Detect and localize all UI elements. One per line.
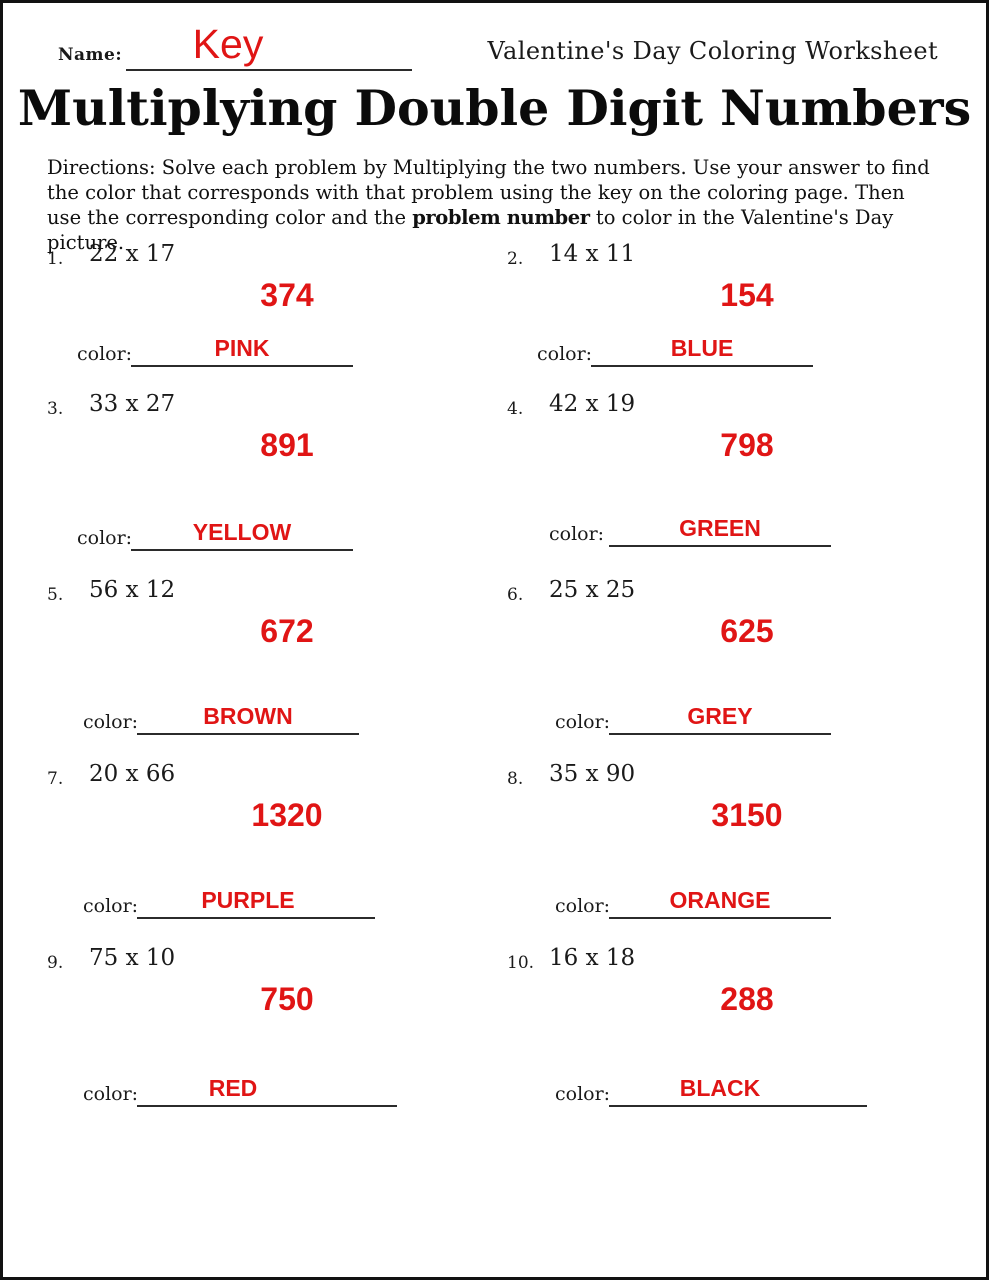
problem-answer[interactable]: 1320 <box>251 797 323 833</box>
problem-answer[interactable]: 625 <box>720 613 774 649</box>
problem-item-1 <box>47 241 507 391</box>
problem-item-7 <box>47 761 507 945</box>
color-answer-value[interactable]: GREEN <box>679 515 761 541</box>
color-answer-value[interactable]: YELLOW <box>192 519 292 545</box>
problem-number: 5. <box>47 585 64 605</box>
problem-grid <box>3 241 986 1135</box>
color-blank-line[interactable] <box>609 732 831 735</box>
name-row <box>58 21 938 71</box>
problem-answer[interactable]: 750 <box>260 981 314 1017</box>
problem-answer[interactable]: 374 <box>260 277 314 313</box>
color-label: color: <box>83 711 139 733</box>
problem-expression: 35 x 90 <box>549 761 636 787</box>
color-blank-line[interactable] <box>131 548 353 551</box>
problem-item-9 <box>47 945 507 1135</box>
color-label: color: <box>549 523 605 545</box>
problem-expression: 20 x 66 <box>89 761 176 787</box>
worksheet-content <box>3 3 986 1277</box>
color-blank-line[interactable] <box>131 364 353 367</box>
color-blank-line[interactable] <box>591 364 813 367</box>
problem-answer[interactable]: 798 <box>720 427 774 463</box>
color-answer-row <box>549 509 879 547</box>
problem-expression: 25 x 25 <box>549 577 636 603</box>
color-answer-value[interactable]: GREY <box>687 703 753 729</box>
problem-item-3 <box>47 391 507 577</box>
color-blank-line[interactable] <box>137 732 359 735</box>
color-answer-row <box>77 329 407 367</box>
color-label: color: <box>83 1083 139 1105</box>
problem-row <box>3 945 986 1135</box>
color-blank-line[interactable] <box>609 544 831 547</box>
color-answer-value[interactable]: BROWN <box>203 703 293 729</box>
problem-row <box>3 577 986 761</box>
problem-number: 9. <box>47 953 64 973</box>
problem-number: 3. <box>47 399 64 419</box>
problem-item-5 <box>47 577 507 761</box>
page-title: Multiplying Double Digit Numbers <box>17 79 972 137</box>
problem-item-8 <box>507 761 967 945</box>
problem-number: 10. <box>507 953 535 973</box>
problem-row <box>3 391 986 577</box>
name-field-value[interactable]: Key <box>192 21 264 67</box>
directions-paragraph <box>47 155 937 255</box>
color-answer-value[interactable]: ORANGE <box>669 887 771 913</box>
worksheet-subtitle: Valentine's Day Coloring Worksheet <box>487 37 938 65</box>
directions-part1: Directions: Solve each problem by Multiplying the two numbers. Use your answer to find the color that corresponds with that problem using the key on the coloring page. Then use the corresponding color and the <box>47 156 930 229</box>
problem-answer[interactable]: 3150 <box>711 797 783 833</box>
color-blank-line[interactable] <box>137 1104 397 1107</box>
color-label: color: <box>77 343 133 365</box>
problem-answer[interactable]: 891 <box>260 427 314 463</box>
problem-row <box>3 761 986 945</box>
problem-item-10 <box>507 945 967 1135</box>
problem-expression: 42 x 19 <box>549 391 636 417</box>
color-answer-value[interactable]: PURPLE <box>201 887 295 913</box>
problem-expression: 16 x 18 <box>549 945 636 971</box>
color-answer-row <box>537 329 867 367</box>
problem-item-2 <box>507 241 967 391</box>
problem-answer[interactable]: 288 <box>720 981 774 1017</box>
color-label: color: <box>555 895 611 917</box>
problem-expression: 22 x 17 <box>89 241 176 267</box>
color-answer-value[interactable]: PINK <box>214 335 270 361</box>
color-answer-row <box>555 1069 885 1107</box>
problem-number: 1. <box>47 249 64 269</box>
problem-expression: 33 x 27 <box>89 391 176 417</box>
color-answer-row <box>77 513 407 551</box>
problem-expression: 75 x 10 <box>89 945 176 971</box>
problem-row <box>3 241 986 391</box>
directions-part2: to color in the Valentine's Day picture. <box>47 206 894 254</box>
color-blank-line[interactable] <box>609 916 831 919</box>
color-answer-row <box>83 881 413 919</box>
problem-number: 6. <box>507 585 524 605</box>
directions-emphasis: problem number <box>412 206 590 229</box>
problem-expression: 14 x 11 <box>549 241 636 267</box>
color-label: color: <box>537 343 593 365</box>
problem-answer[interactable]: 154 <box>720 277 774 313</box>
problem-expression: 56 x 12 <box>89 577 176 603</box>
color-answer-value[interactable]: BLACK <box>679 1075 761 1101</box>
problem-number: 7. <box>47 769 64 789</box>
color-label: color: <box>77 527 133 549</box>
color-answer-row <box>555 697 885 735</box>
color-answer-value[interactable]: BLUE <box>670 335 734 361</box>
problem-number: 2. <box>507 249 524 269</box>
color-label: color: <box>555 711 611 733</box>
color-answer-row <box>555 881 885 919</box>
problem-number: 8. <box>507 769 524 789</box>
problem-answer[interactable]: 672 <box>260 613 314 649</box>
color-label: color: <box>555 1083 611 1105</box>
color-answer-value[interactable]: RED <box>208 1075 258 1101</box>
color-answer-row <box>83 697 413 735</box>
name-label: Name: <box>58 45 123 65</box>
color-answer-row <box>83 1069 413 1107</box>
color-blank-line[interactable] <box>137 916 375 919</box>
color-blank-line[interactable] <box>609 1104 867 1107</box>
problem-item-4 <box>507 391 967 577</box>
problem-item-6 <box>507 577 967 761</box>
problem-number: 4. <box>507 399 524 419</box>
color-label: color: <box>83 895 139 917</box>
